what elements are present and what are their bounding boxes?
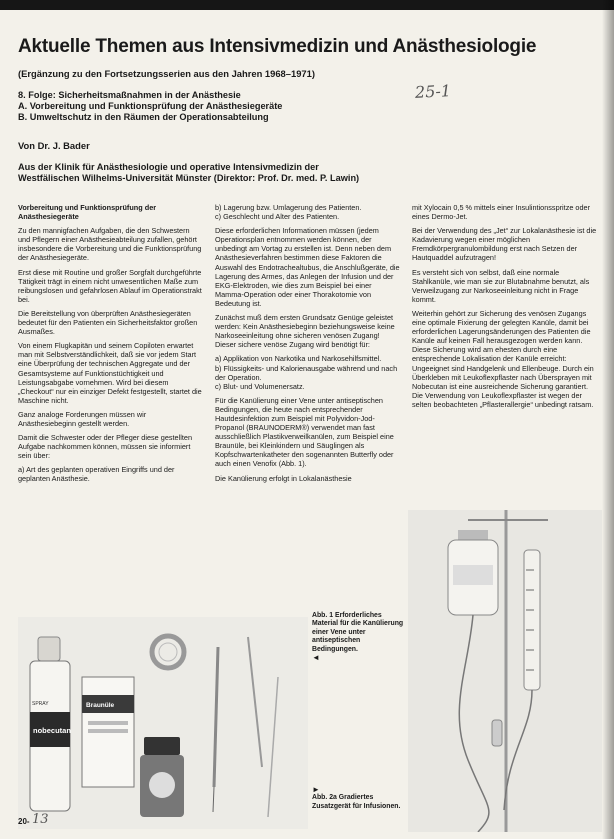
paragraph: Damit die Schwester oder der Pfleger diese gestellten Aufgabe nachkommen können, müssen sie informiert sein über: — [18, 433, 192, 461]
paragraph: mit Xylocain 0,5 % mittels einer Insulintionsspritze oder eines Dermo-Jet. — [412, 203, 591, 222]
paragraph: Zunächst muß dem ersten Grundsatz Genüge geleistet werden: Kein Anästhesiebeginn beziehungsweise keine Narkoseeinleitung ohne sicheren venösen Zugang! Dieser sichere venöse Zugang wird benötigt für: — [215, 313, 395, 350]
top-edge-bar — [0, 0, 614, 10]
binding-shadow — [602, 0, 614, 839]
list-item: c) Geschlecht und Alter des Patienten. — [215, 212, 340, 222]
caption-text: Abb. 1 Erforderliches Material für die Kanülierung einer Vene unter antiseptischen Bedingungen. — [312, 612, 404, 653]
paragraph: Ganz analoge Forderungen müssen wir Anästhesiebeginn gestellt werden. — [18, 409, 147, 428]
figure-2a-photo — [408, 510, 602, 832]
list — [215, 203, 400, 221]
figure-1-photo — [18, 617, 308, 829]
paragraph: Für die Kanülierung einer Vene unter antiseptischen Bedingungen, die heute nach entsprechender Hautdesinfektion zum Beispiel mit Polyvidon-Jod-Propanol (BRAUNODERM®) verwendet man fast ausschließlich Plastikverweilkanülen, zum Beispiel eine Braunüle, bei Kleinkindern und Säuglingen als Kopfschwartenkatheter den sogenannten Butterfly oder auch einen Venofix (Abb. 1). — [215, 395, 394, 469]
paragraph: Bei der Verwendung des „Jet“ zur Lokalanästhesie ist die Kadavierung wegen einer möglichen Fremdkörpergranulombildung erst nach Setzen der Hautquaddel aufzutragen! — [412, 226, 597, 263]
paragraph: Von einem Flugkapitän und seinem Copiloten erwartet man mit Selbstverständlichkeit, daß sie vor jedem Start eine Überprüfung der technischen Aggregate und der Gesamtsysteme auf Funktionstüchtigkeit und Leistungsabgabe vornehmen. Wird bei diesem „Checkout“ nur ein einziger Defekt festgestellt, startet die Maschine nicht. — [18, 341, 202, 405]
figure-1-illustration — [18, 617, 308, 829]
list — [215, 354, 400, 390]
spray-bottle-icon — [30, 637, 71, 811]
affiliation-block — [18, 162, 359, 184]
bottle-brand-label: nobecutan — [33, 726, 71, 735]
infusion-bottle-icon — [448, 530, 498, 615]
figure-1-caption — [312, 612, 404, 662]
page-handwritten-number: 13 — [32, 812, 49, 827]
list-item: b) Lagerung bzw. Umlagerung des Patienten. — [215, 203, 362, 212]
subtitle: (Ergänzung zu den Fortsetzungsserien aus den Jahren 1968–1971) — [18, 68, 315, 79]
affiliation-line-1: Aus der Klinik für Anästhesiologie und operative Intensivmedizin der — [18, 162, 319, 172]
handwritten-note: 25-1 — [414, 81, 452, 102]
paragraph: Die Kanülierung erfolgt in Lokalanästhesie — [215, 473, 352, 483]
jar-icon — [140, 737, 184, 817]
paragraph: Diese erforderlichen Informationen müssen (jedem Operationsplan entnommen werden können, der unbedingt am Vortag zu erstellen ist. Denn neben dem Anästhesieverfahren bestimmen diese Faktoren die Auswahl des Endotrachealtubus, die Anschlußgeräte, die Lagerung des Armes, das Anlegen der Infusion und der EKG-Elektroden, wie dies zum Beispiel bei einer Mamma-Operation oder einer Thorakotomie von Bedeutung ist. — [215, 226, 400, 308]
paragraph: Es versteht sich von selbst, daß eine normale Stahlkanüle, wie man sie zur Blutabnahme benutzt, als Verweilzugang zur Narkoseeinleitung nicht in Frage kommt. — [412, 267, 590, 304]
series-line-1: 8. Folge: Sicherheitsmaßnahmen in der Anästhesie — [18, 90, 241, 100]
figure-2a-illustration — [408, 510, 602, 832]
paragraph: Zu den mannigfachen Aufgaben, die den Schwestern und Pflegern einer Anästhesieabteilung zufallen, gehört insbesondere die Vorbereitung und die Funktionsprüfung der Anästhesiegeräte. — [18, 226, 202, 263]
page-title: Aktuelle Themen aus Intensivmedizin und Anästhesiologie — [18, 36, 537, 57]
text-column-3 — [412, 203, 597, 503]
paragraph: Weiterhin gehört zur Sicherung des venösen Zugangs eine optimale Fixierung der gelegten Kanüle, damit bei erforderlichen Lagerungsänderungen des Patienten die Kanüle auf keinen Fall herausgezogen werden kann. Diese Sicherung wird am ehesten durch eine entsprechende Lokalisation der Kanüle erreicht: Ungeeignet sind Handgelenk und Ellenbeuge. Durch ein Überkleben mit Leukoflexpflaster nach Übersprayen mit Nobecutan ist eine ausreichende Sicherung garantiert. Die Verwendung von Leukoflexpflaster ist wegen der selten beobachteten „Pflasterallergie“ unbedingt ratsam. — [412, 308, 594, 409]
right-arrow-icon: ► — [312, 785, 320, 794]
author-line: Von Dr. J. Bader — [18, 140, 90, 151]
paragraph: Die Bereitstellung von überprüften Anästhesiegeräten bedeutet für den Patienten ein Sicherheitsfaktor großen Ausmaßes. — [18, 308, 198, 337]
list-item: a) Art des geplanten operativen Eingriffs und der geplanten Anästhesie. — [18, 465, 175, 484]
series-line-2: A. Vorbereitung und Funktionsprüfung der Anästhesiegeräte — [18, 101, 283, 111]
caption-text: Abb. 2a Gradiertes Zusatzgerät für Infusionen. — [312, 794, 401, 810]
text-column-2 — [215, 203, 400, 603]
section-heading: Vorbereitung und Funktionsprüfung der Anästhesiegeräte — [18, 203, 157, 222]
list-item: c) Blut- und Volumenersatz. — [215, 381, 305, 391]
left-arrow-icon: ◄ — [312, 653, 320, 663]
series-block — [18, 90, 282, 123]
list-item: b) Flüssigkeits- und Kalorienausgabe während und nach der Operation. — [215, 363, 398, 382]
cannula-box-icon — [82, 677, 134, 787]
box-brand-label: Braunüle — [86, 702, 115, 709]
graduated-burette-icon — [524, 550, 540, 690]
series-line-3: B. Umweltschutz in den Räumen der Operationsabteilung — [18, 112, 269, 122]
affiliation-line-2: Westfälischen Wilhelms-Universität Münster (Direktor: Prof. Dr. med. P. Lawin) — [18, 173, 360, 183]
list-item: a) Applikation von Narkotika und Narkosehilfsmittel. — [215, 354, 382, 364]
bottle-sub-label: SPRAY — [32, 701, 49, 707]
paragraph: Erst diese mit Routine und großer Sorgfalt durchgeführte Tätigkeit trägt in einem nicht unwesentlichen Maße zum reibungslosen und gefahrlosen Ablauf im Operationstrakt bei. — [18, 267, 202, 304]
text-column-1 — [18, 203, 203, 603]
list — [18, 465, 203, 483]
figure-2a-caption — [312, 786, 404, 811]
page-number: 20- — [18, 817, 30, 826]
